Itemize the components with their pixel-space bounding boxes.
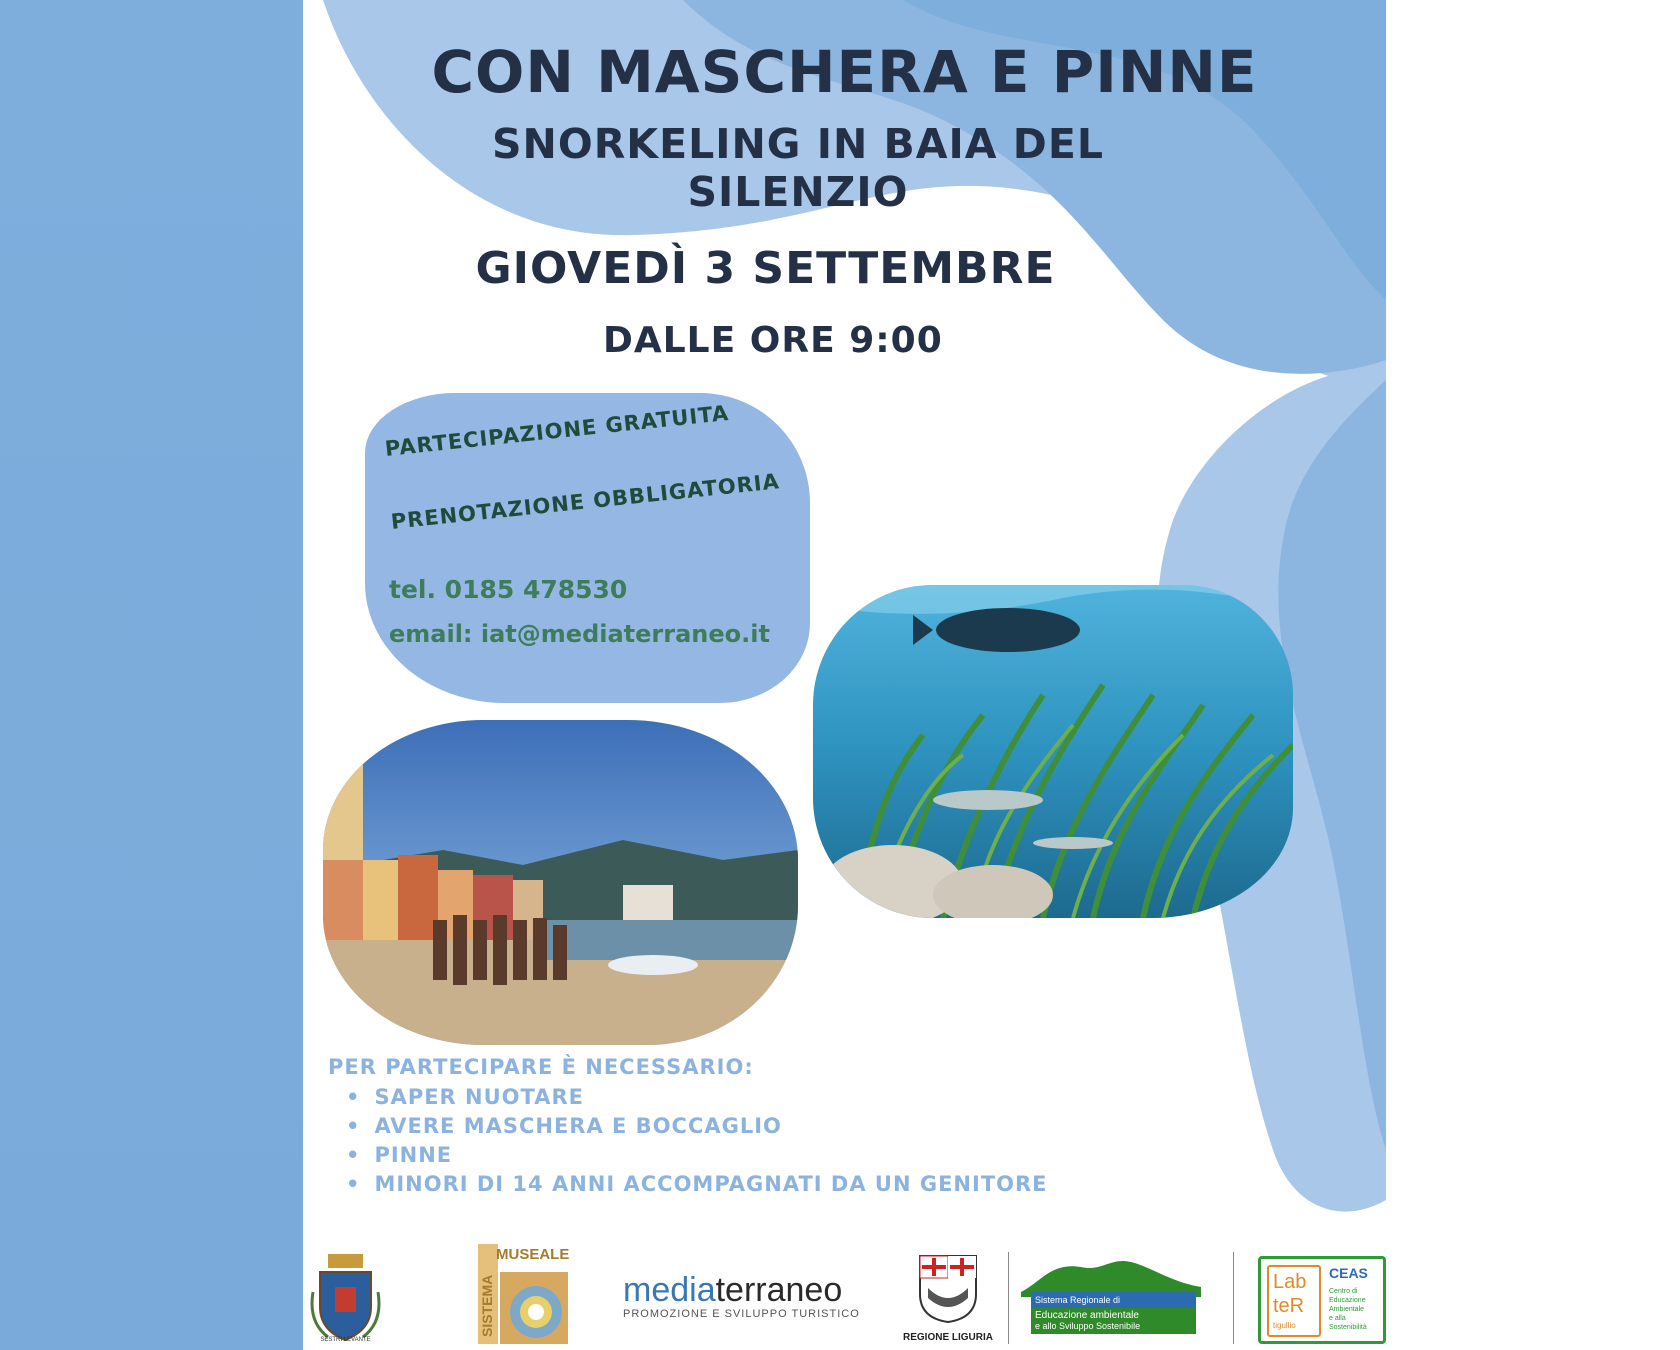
sistema-regionale-line1: Sistema Regionale di — [1031, 1292, 1196, 1308]
labter-ceas-logo — [1258, 1256, 1386, 1344]
regione-caption: REGIONE LIGURIA — [903, 1332, 994, 1343]
requirement-item: • MINORI DI 14 ANNI ACCOMPAGNATI DA UN GENITORE — [346, 1172, 1048, 1196]
regione-liguria-logo — [903, 1254, 993, 1349]
ceas-line: Educazione — [1329, 1297, 1366, 1304]
museale-vertical-label: SISTEMA — [479, 1274, 495, 1337]
mediaterraneo-part2: terraneo — [715, 1271, 843, 1309]
mediaterraneo-logo — [623, 1272, 863, 1332]
ceas-line: e alla — [1329, 1315, 1346, 1322]
free-participation-label: PARTECIPAZIONE GRATUITA — [383, 400, 731, 461]
requirements-heading: PER PARTECIPARE È NECESSARIO: — [328, 1055, 754, 1079]
right-background-band — [1386, 0, 1680, 1350]
museale-title: MUSEALE — [496, 1246, 570, 1263]
sistema-regionale-line3: e allo Sviluppo Sostenibile — [1031, 1321, 1196, 1334]
email-contact[interactable]: email: iat@mediaterraneo.it — [389, 620, 770, 648]
requirements-list — [328, 1085, 1048, 1196]
comune-caption: SESTRI LEVANTE — [320, 1337, 371, 1343]
labter-part2: teR — [1273, 1295, 1305, 1317]
mediaterraneo-part1: media — [623, 1271, 716, 1309]
mediaterraneo-tagline: PROMOZIONE E SVILUPPO TURISTICO — [623, 1308, 860, 1320]
sistema-museale-logo — [478, 1244, 568, 1344]
requirement-item: • SAPER NUOTARE — [346, 1085, 1048, 1109]
ceas-line: Ambientale — [1329, 1306, 1365, 1313]
sistema-regionale-logo — [1021, 1252, 1201, 1347]
ceas-line: Centro di — [1329, 1288, 1358, 1295]
labter-part3: tigullio — [1273, 1321, 1296, 1330]
underwater-photo — [813, 585, 1293, 918]
event-poster — [303, 0, 1386, 1350]
event-subtitle: SNORKELING IN BAIA DEL SILENZIO — [492, 120, 1104, 216]
event-time: DALLE ORE 9:00 — [603, 320, 943, 361]
requirement-item: • AVERE MASCHERA E BOCCAGLIO — [346, 1114, 1048, 1138]
ceas-description — [1329, 1287, 1367, 1332]
requirements-section — [328, 1055, 1048, 1201]
logo-divider — [1008, 1252, 1009, 1344]
comune-crest-logo — [308, 1252, 383, 1347]
left-background-band — [0, 0, 303, 1350]
event-date: GIOVEDÌ 3 SETTEMBRE — [475, 243, 1056, 294]
logo-divider — [1233, 1252, 1234, 1344]
ceas-title: CEAS — [1329, 1265, 1368, 1281]
sponsor-logos — [303, 1232, 1386, 1350]
labter-part1: Lab — [1273, 1271, 1307, 1293]
sistema-regionale-line2: Educazione ambientale — [1031, 1308, 1196, 1321]
requirement-item: • PINNE — [346, 1143, 1048, 1167]
ceas-line: Sostenibilità — [1329, 1324, 1367, 1331]
beach-group-photo — [323, 720, 798, 1045]
phone-contact[interactable]: tel. 0185 478530 — [389, 575, 628, 604]
booking-required-label: PRENOTAZIONE OBBLIGATORIA — [389, 469, 781, 534]
event-title: CON MASCHERA E PINNE — [431, 38, 1258, 106]
